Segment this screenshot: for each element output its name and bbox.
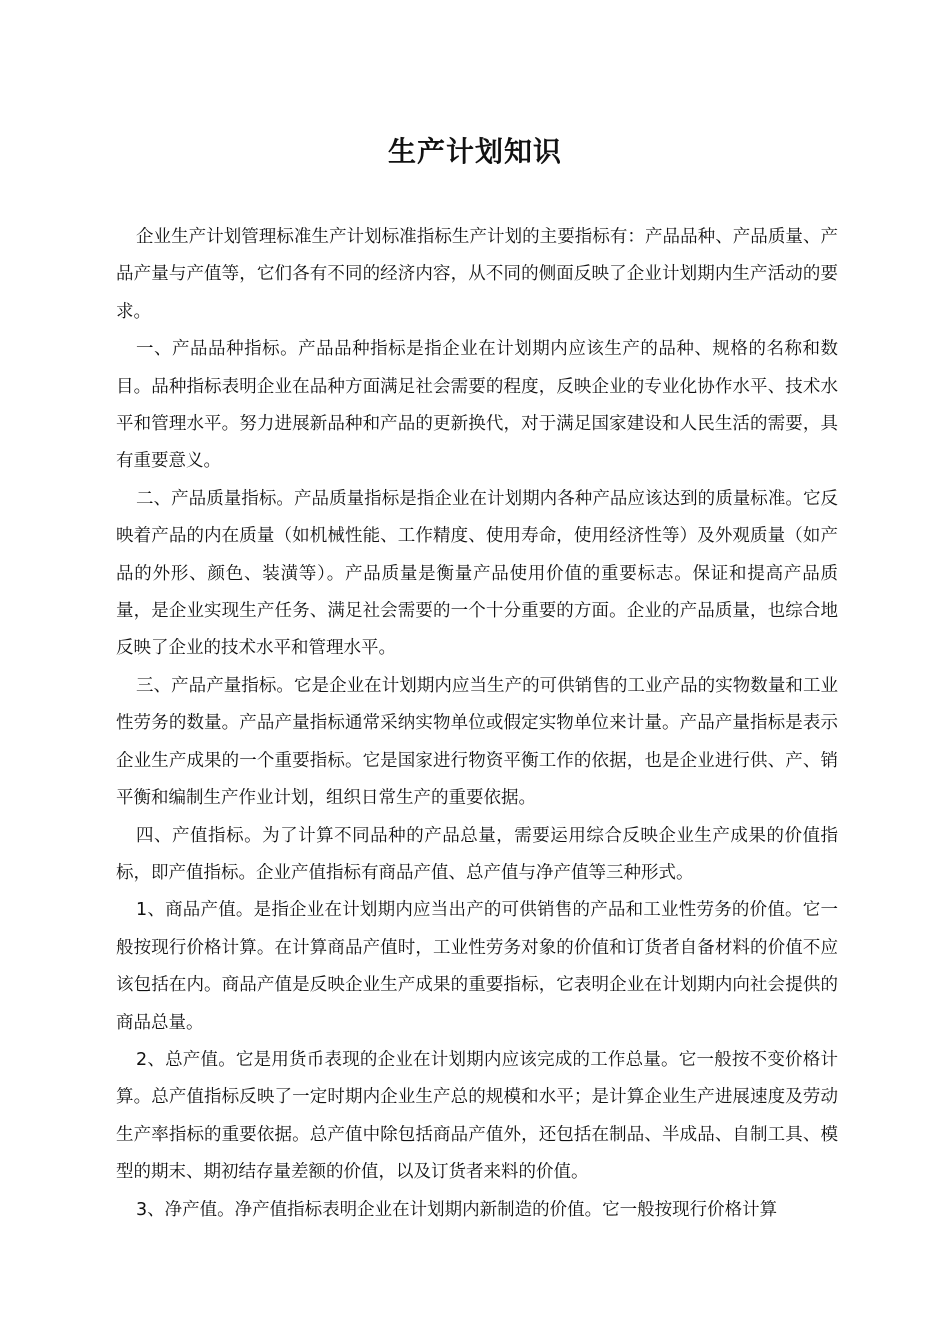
document-body: [116, 219, 838, 1229]
paragraph-gross-value: 2、总产值。它是用货币表现的企业在计划期内应该完成的工作总量。它一般按不变价格计算。总产值指标反映了一定时期内企业生产总的规模和水平；是计算企业生产进展速度及劳动生产率指标的重要依据。总产值中除包括商品产值外，还包括在制品、半成品、自制工具、模型的期末、期初结存量差额的价值，以及订货者来料的价值。: [116, 1049, 838, 1183]
paragraph-intro: 企业生产计划管理标准生产计划标准指标生产计划的主要指标有：产品品种、产品质量、产品产量与产值等，它们各有不同的经济内容，从不同的侧面反映了企业计划期内生产活动的要求。: [116, 227, 838, 322]
paragraph-product-output: 三、产品产量指标。它是企业在计划期内应当生产的可供销售的工业产品的实物数量和工业性劳务的数量。产品产量指标通常采纳实物单位或假定实物单位来计量。产品产量指标是表示企业生产成果的一个重要指标。它是国家进行物资平衡工作的依据，也是企业进行供、产、销平衡和编制生产作业计划，组织日常生产的重要依据。: [116, 675, 838, 809]
document-title: 生产计划知识: [387, 135, 562, 168]
paragraph-product-variety: 一、产品品种指标。产品品种指标是指企业在计划期内应该生产的品种、规格的名称和数目。品种指标表明企业在品种方面满足社会需要的程度，反映企业的专业化协作水平、技术水平和管理水平。努力进展新品种和产品的更新换代，对于满足国家建设和人民生活的需要，具有重要意义。: [116, 339, 838, 472]
paragraph-product-quality: 二、产品质量指标。产品质量指标是指企业在计划期内各种产品应该达到的质量标准。它反映着产品的内在质量（如机械性能、工作精度、使用寿命，使用经济性等）及外观质量（如产品的外形、颜色、装潢等）。产品质量是衡量产品使用价值的重要标志。保证和提高产品质量，是企业实现生产任务、满足社会需要的一个十分重要的方面。企业的产品质量，也综合地反映了企业的技术水平和管理水平。: [116, 488, 838, 659]
paragraph-output-value: 四、产值指标。为了计算不同品种的产品总量，需要运用综合反映企业生产成果的价值指标，即产值指标。企业产值指标有商品产值、总产值与净产值等三种形式。: [116, 825, 838, 883]
paragraph-commodity-value: 1、商品产值。是指企业在计划期内应当出产的可供销售的产品和工业性劳务的价值。它一般按现行价格计算。在计算商品产值时，工业性劳务对象的价值和订货者自备材料的价值不应该包括在内。商品产值是反映企业生产成果的重要指标，它表明企业在计划期内向社会提供的商品总量。: [116, 900, 838, 1033]
paragraph-net-value: 3、净产值。净产值指标表明企业在计划期内新制造的价值。它一般按现行价格计算: [136, 1199, 778, 1220]
